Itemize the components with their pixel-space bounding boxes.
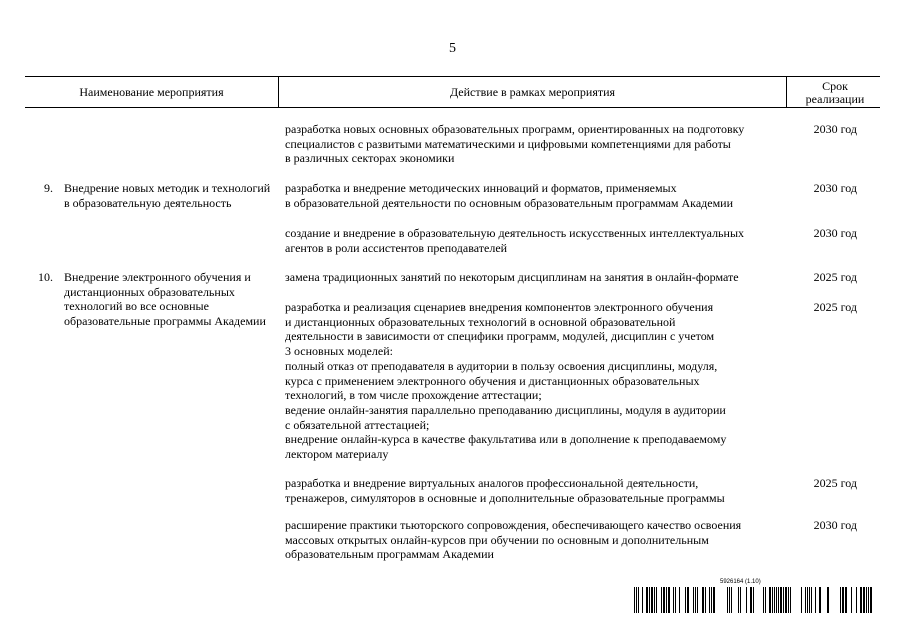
header-action: Действие в рамках мероприятия [449,85,616,99]
row-number: 9. [44,181,53,195]
barcode-icon [634,587,874,613]
table-top-border [25,76,880,77]
action-term: 2025 год [813,270,857,284]
action-text: разработка и внедрение методических инноваций и форматов, применяемых в образовательной деятельности по основным образовательным программам Академии [285,181,734,210]
header-bottom-border [25,107,880,108]
page-number: 5 [449,41,456,56]
header-name: Наименование мероприятия [79,85,224,99]
header-term: Срок реализации [805,79,865,106]
action-term: 2030 год [813,181,857,195]
action-term: 2030 год [813,122,857,136]
event-name: Внедрение новых методик и технологий в образовательную деятельность [64,181,271,210]
action-term: 2025 год [813,476,857,490]
action-term: 2025 год [813,300,857,314]
action-text: создание и внедрение в образовательную деятельность искусственных интеллектуальных агентов в роли ассистентов преподавателей [285,226,745,255]
header-divider-2 [786,77,787,107]
action-text: разработка и реализация сценариев внедрения компонентов электронного обучения и дистанционных образовательных технологий в основной образовательной деятельности в зависимости от специфики программ, модулей, дисциплин с учетом 3 основных моделей: полный отказ от преподавателя в аудитории в пользу освоения дисциплины, модуля, курса с применением электронного обучения и дистанционных образовательных технологий, в том числе прохождение аттестации; ведение онлайн-занятия параллельно преподаванию дисциплины, модуля в аудитории с обязательной аттестацией; внедрение онлайн-курса в качестве факультатива или в дополнение к преподаваемому лектором материалу [285,300,727,462]
event-name: Внедрение электронного обучения и дистанционных образовательных технологий во все основные образовательные программы Академии [64,270,266,329]
action-term: 2030 год [813,518,857,532]
action-text: разработка и внедрение виртуальных аналогов профессиональной деятельности, тренажеров, симуляторов в основные и дополнительные образовательные программы [285,476,725,505]
row-number: 10. [38,270,53,284]
action-text: разработка новых основных образовательных программ, ориентированных на подготовку специалистов с развитыми математическими и цифровыми компетенциями для работы в различных секторах экономики [285,122,745,166]
action-text: расширение практики тьюторского сопровождения, обеспечивающего качество освоения массовых открытых онлайн-курсов при обучении по основным и дополнительным образовательным программам Академии [285,518,742,562]
action-term: 2030 год [813,226,857,240]
barcode-number: 5926164 (1.10) [720,579,761,585]
action-text: замена традиционных занятий по некоторым дисциплинам на занятия в онлайн-формате [285,270,739,284]
